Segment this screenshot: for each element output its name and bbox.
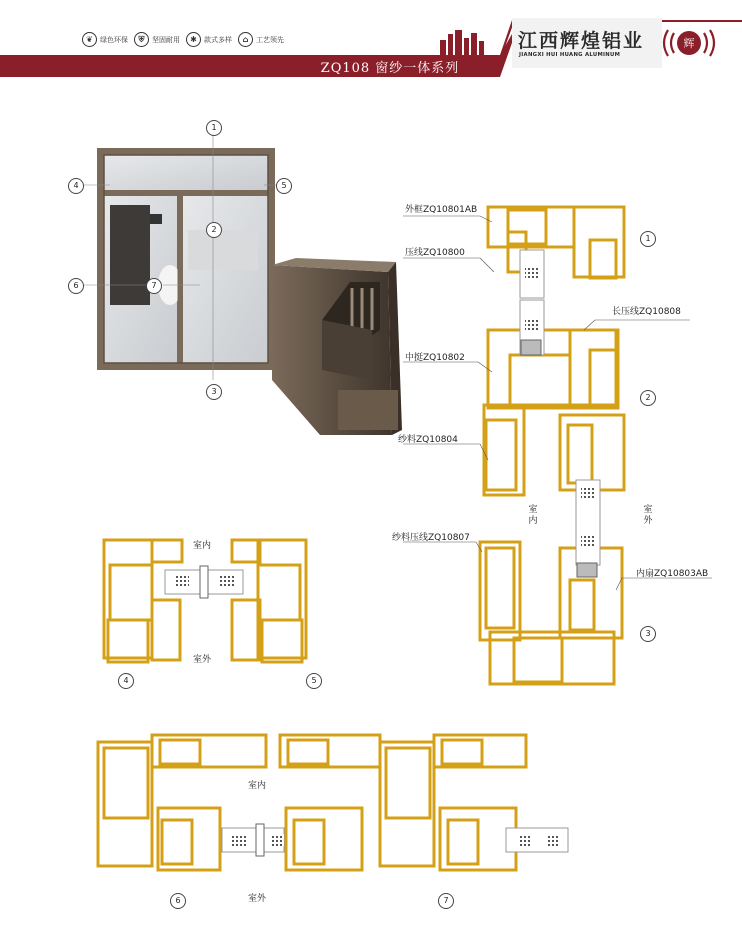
label-mullion: 中挺ZQ10802 <box>405 353 465 363</box>
section-7 <box>280 735 526 870</box>
feature-label: 工艺领先 <box>256 35 284 44</box>
callout-2-section: 2 <box>640 390 656 406</box>
callout-5-section: 5 <box>306 673 322 689</box>
label-screen-bead: 纱料压线ZQ10807 <box>392 533 470 543</box>
label-char: 外 <box>643 516 653 526</box>
callout-7-photo: 7 <box>146 278 162 294</box>
profile-extrusion <box>272 258 402 435</box>
callout-4-section: 4 <box>118 673 134 689</box>
callout-2-photo: 2 <box>206 222 222 238</box>
star-icon: ✱ <box>186 32 201 47</box>
callout-5-photo: 5 <box>276 178 292 194</box>
label-indoor-vertical <box>527 505 539 527</box>
label-indoor-45: 室内 <box>193 541 212 551</box>
svg-text:辉: 辉 <box>683 37 695 50</box>
callout-1-photo: 1 <box>206 120 222 136</box>
callout-3-section: 3 <box>640 626 656 642</box>
label-char: 内 <box>528 516 538 526</box>
shield-icon: ⛨ <box>134 32 149 47</box>
callout-4-photo: 4 <box>68 178 84 194</box>
glass-67 <box>222 824 568 856</box>
label-bead: 压线ZQ10800 <box>405 248 465 258</box>
callout-7-section: 7 <box>438 893 454 909</box>
series-title: ZQ108 窗纱一体系列 <box>320 61 460 76</box>
label-outdoor-45: 室外 <box>193 655 212 665</box>
leaf-icon: ❦ <box>82 32 97 47</box>
label-inner-sash: 内扇ZQ10803AB <box>636 569 709 579</box>
callout-6-photo: 6 <box>68 278 84 294</box>
feature-label: 款式多样 <box>204 35 232 44</box>
building-icon: ⌂ <box>238 32 253 47</box>
callout-1-section: 1 <box>640 231 656 247</box>
feature-label: 坚固耐用 <box>152 35 180 44</box>
callout-3-photo: 3 <box>206 384 222 400</box>
window-photo <box>84 133 278 380</box>
section-4 <box>104 540 182 662</box>
section-vertical <box>480 207 624 684</box>
label-indoor-67: 室内 <box>248 781 267 791</box>
label-outer-frame: 外框ZQ10801AB <box>405 205 478 215</box>
callout-6-section: 6 <box>170 893 186 909</box>
label-char: 室 <box>528 505 538 515</box>
glass-45 <box>165 566 243 598</box>
brand-name: 江西辉煌铝业 <box>518 30 645 52</box>
label-screen: 纱料ZQ10804 <box>398 435 458 445</box>
label-outdoor-67: 室外 <box>248 894 267 904</box>
brand-english: JIANGXI HUI HUANG ALUMINUM <box>519 52 621 58</box>
section-5 <box>232 540 306 662</box>
label-char: 室 <box>643 505 653 515</box>
label-long-bead: 长压线ZQ10808 <box>612 307 681 317</box>
label-outdoor-vertical <box>642 505 654 527</box>
feature-label: 绿色环保 <box>100 35 128 44</box>
